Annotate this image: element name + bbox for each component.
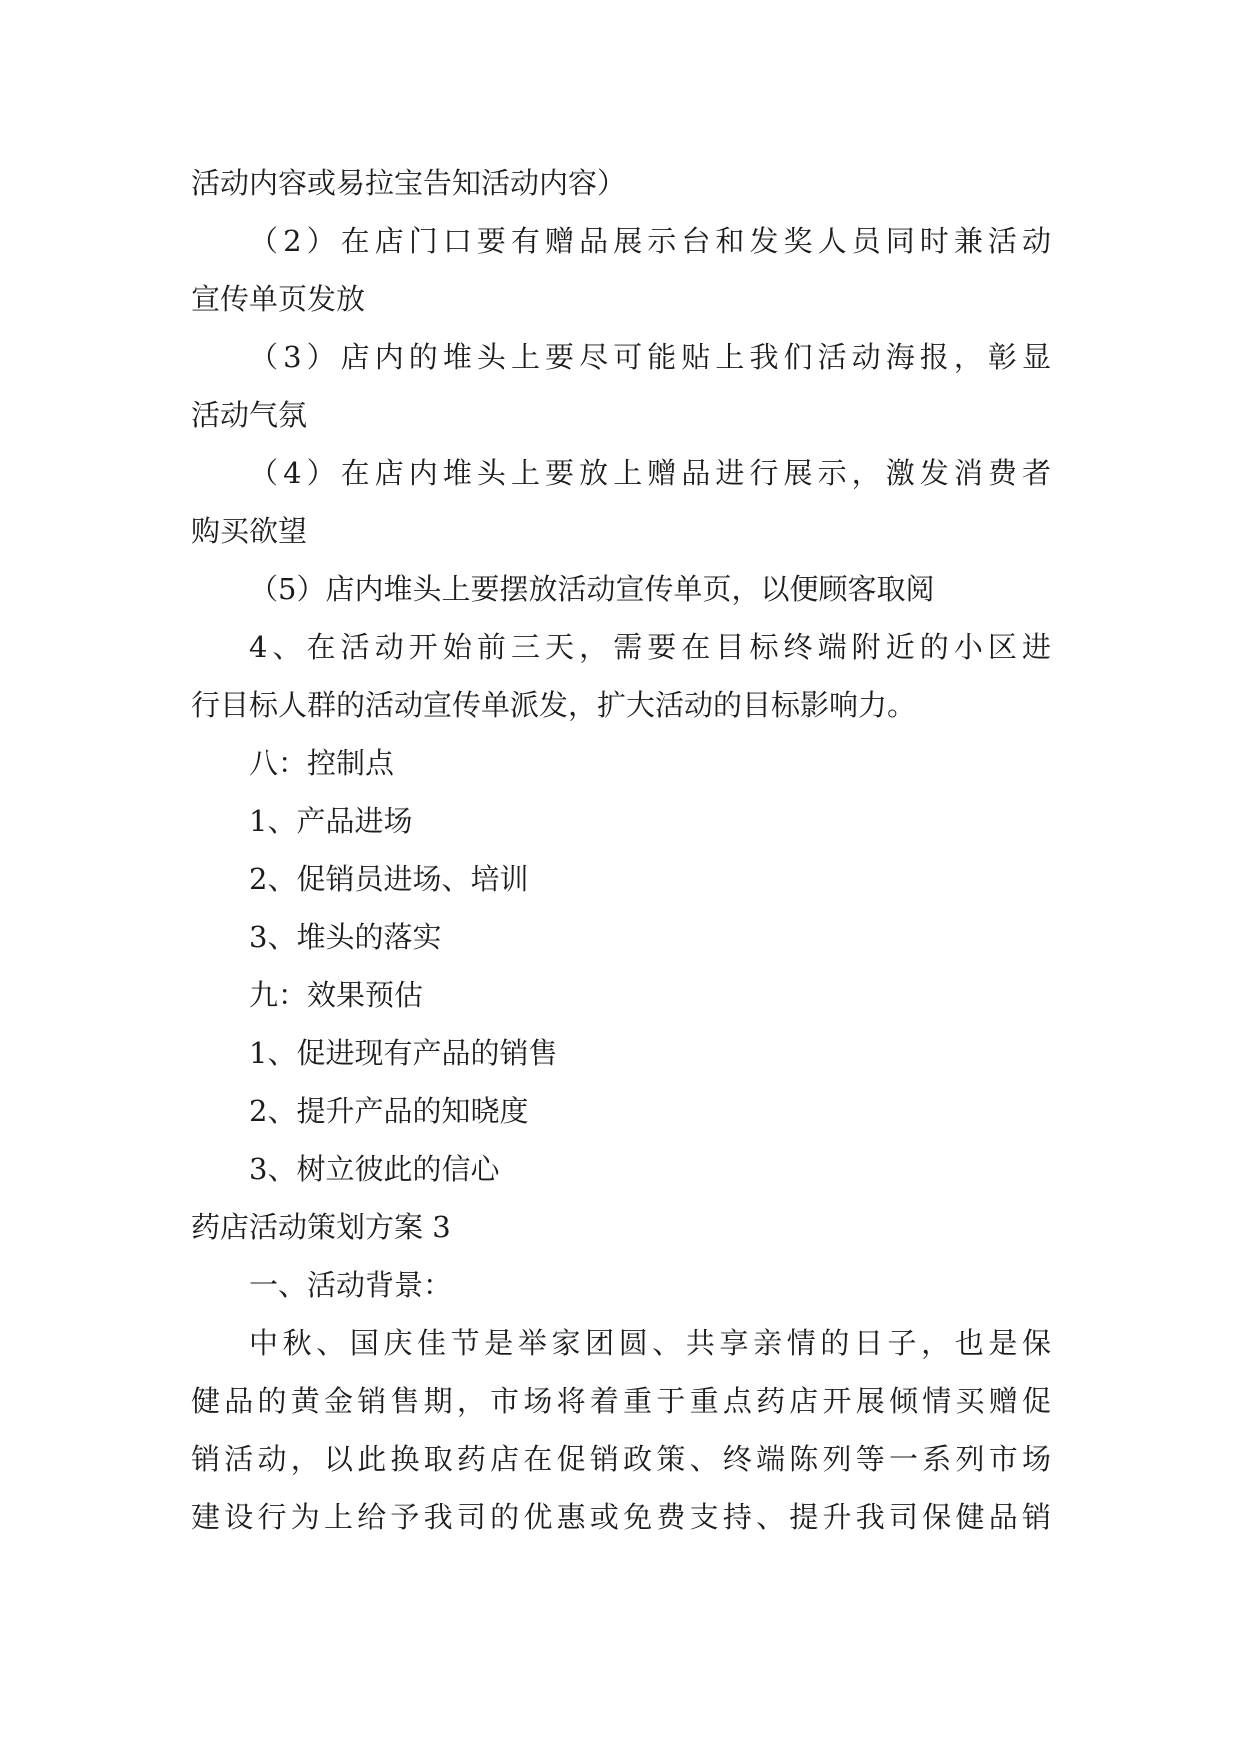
list-item: 3、树立彼此的信心 (249, 1152, 500, 1186)
text-line: 宣传单页发放 (191, 282, 366, 316)
list-item: 2、促销员进场、培训 (249, 862, 529, 896)
list-item: 1、产品进场 (249, 804, 413, 838)
document-body (191, 154, 1051, 1546)
text-line: 行目标人群的活动宣传单派发，扩大活动的目标影响力。 (191, 688, 917, 722)
text-line: 销活动，以此换取药店在促销政策、终端陈列等一系列市场 (191, 1442, 1051, 1476)
text-line: 建设行为上给予我司的优惠或免费支持、提升我司保健品销 (191, 1500, 1051, 1534)
list-item: 3、堆头的落实 (249, 920, 442, 954)
document-title: 药店活动策划方案 3 (191, 1210, 451, 1244)
text-line: （4）在店内堆头上要放上赠品进行展示，激发消费者 (249, 456, 1051, 490)
text-line: 活动内容或易拉宝告知活动内容） (191, 166, 627, 200)
text-line: 购买欲望 (191, 514, 308, 548)
list-item: 1、促进现有产品的销售 (249, 1036, 558, 1070)
text-line: （2）在店门口要有赠品展示台和发奖人员同时兼活动 (249, 224, 1051, 258)
text-line: （5）店内堆头上要摆放活动宣传单页，以便顾客取阅 (249, 572, 935, 606)
text-line: 中秋、国庆佳节是举家团圆、共享亲情的日子，也是保 (249, 1326, 1051, 1360)
text-line: （3）店内的堆头上要尽可能贴上我们活动海报，彰显 (249, 340, 1051, 374)
section-heading: 八：控制点 (249, 746, 395, 780)
text-line: 活动气氛 (191, 398, 308, 432)
list-item: 2、提升产品的知晓度 (249, 1094, 529, 1128)
section-heading: 九：效果预估 (249, 978, 424, 1012)
text-line: 健品的黄金销售期，市场将着重于重点药店开展倾情买赠促 (191, 1384, 1051, 1418)
text-line: 4、在活动开始前三天，需要在目标终端附近的小区进 (249, 630, 1051, 664)
section-heading: 一、活动背景： (249, 1268, 453, 1302)
